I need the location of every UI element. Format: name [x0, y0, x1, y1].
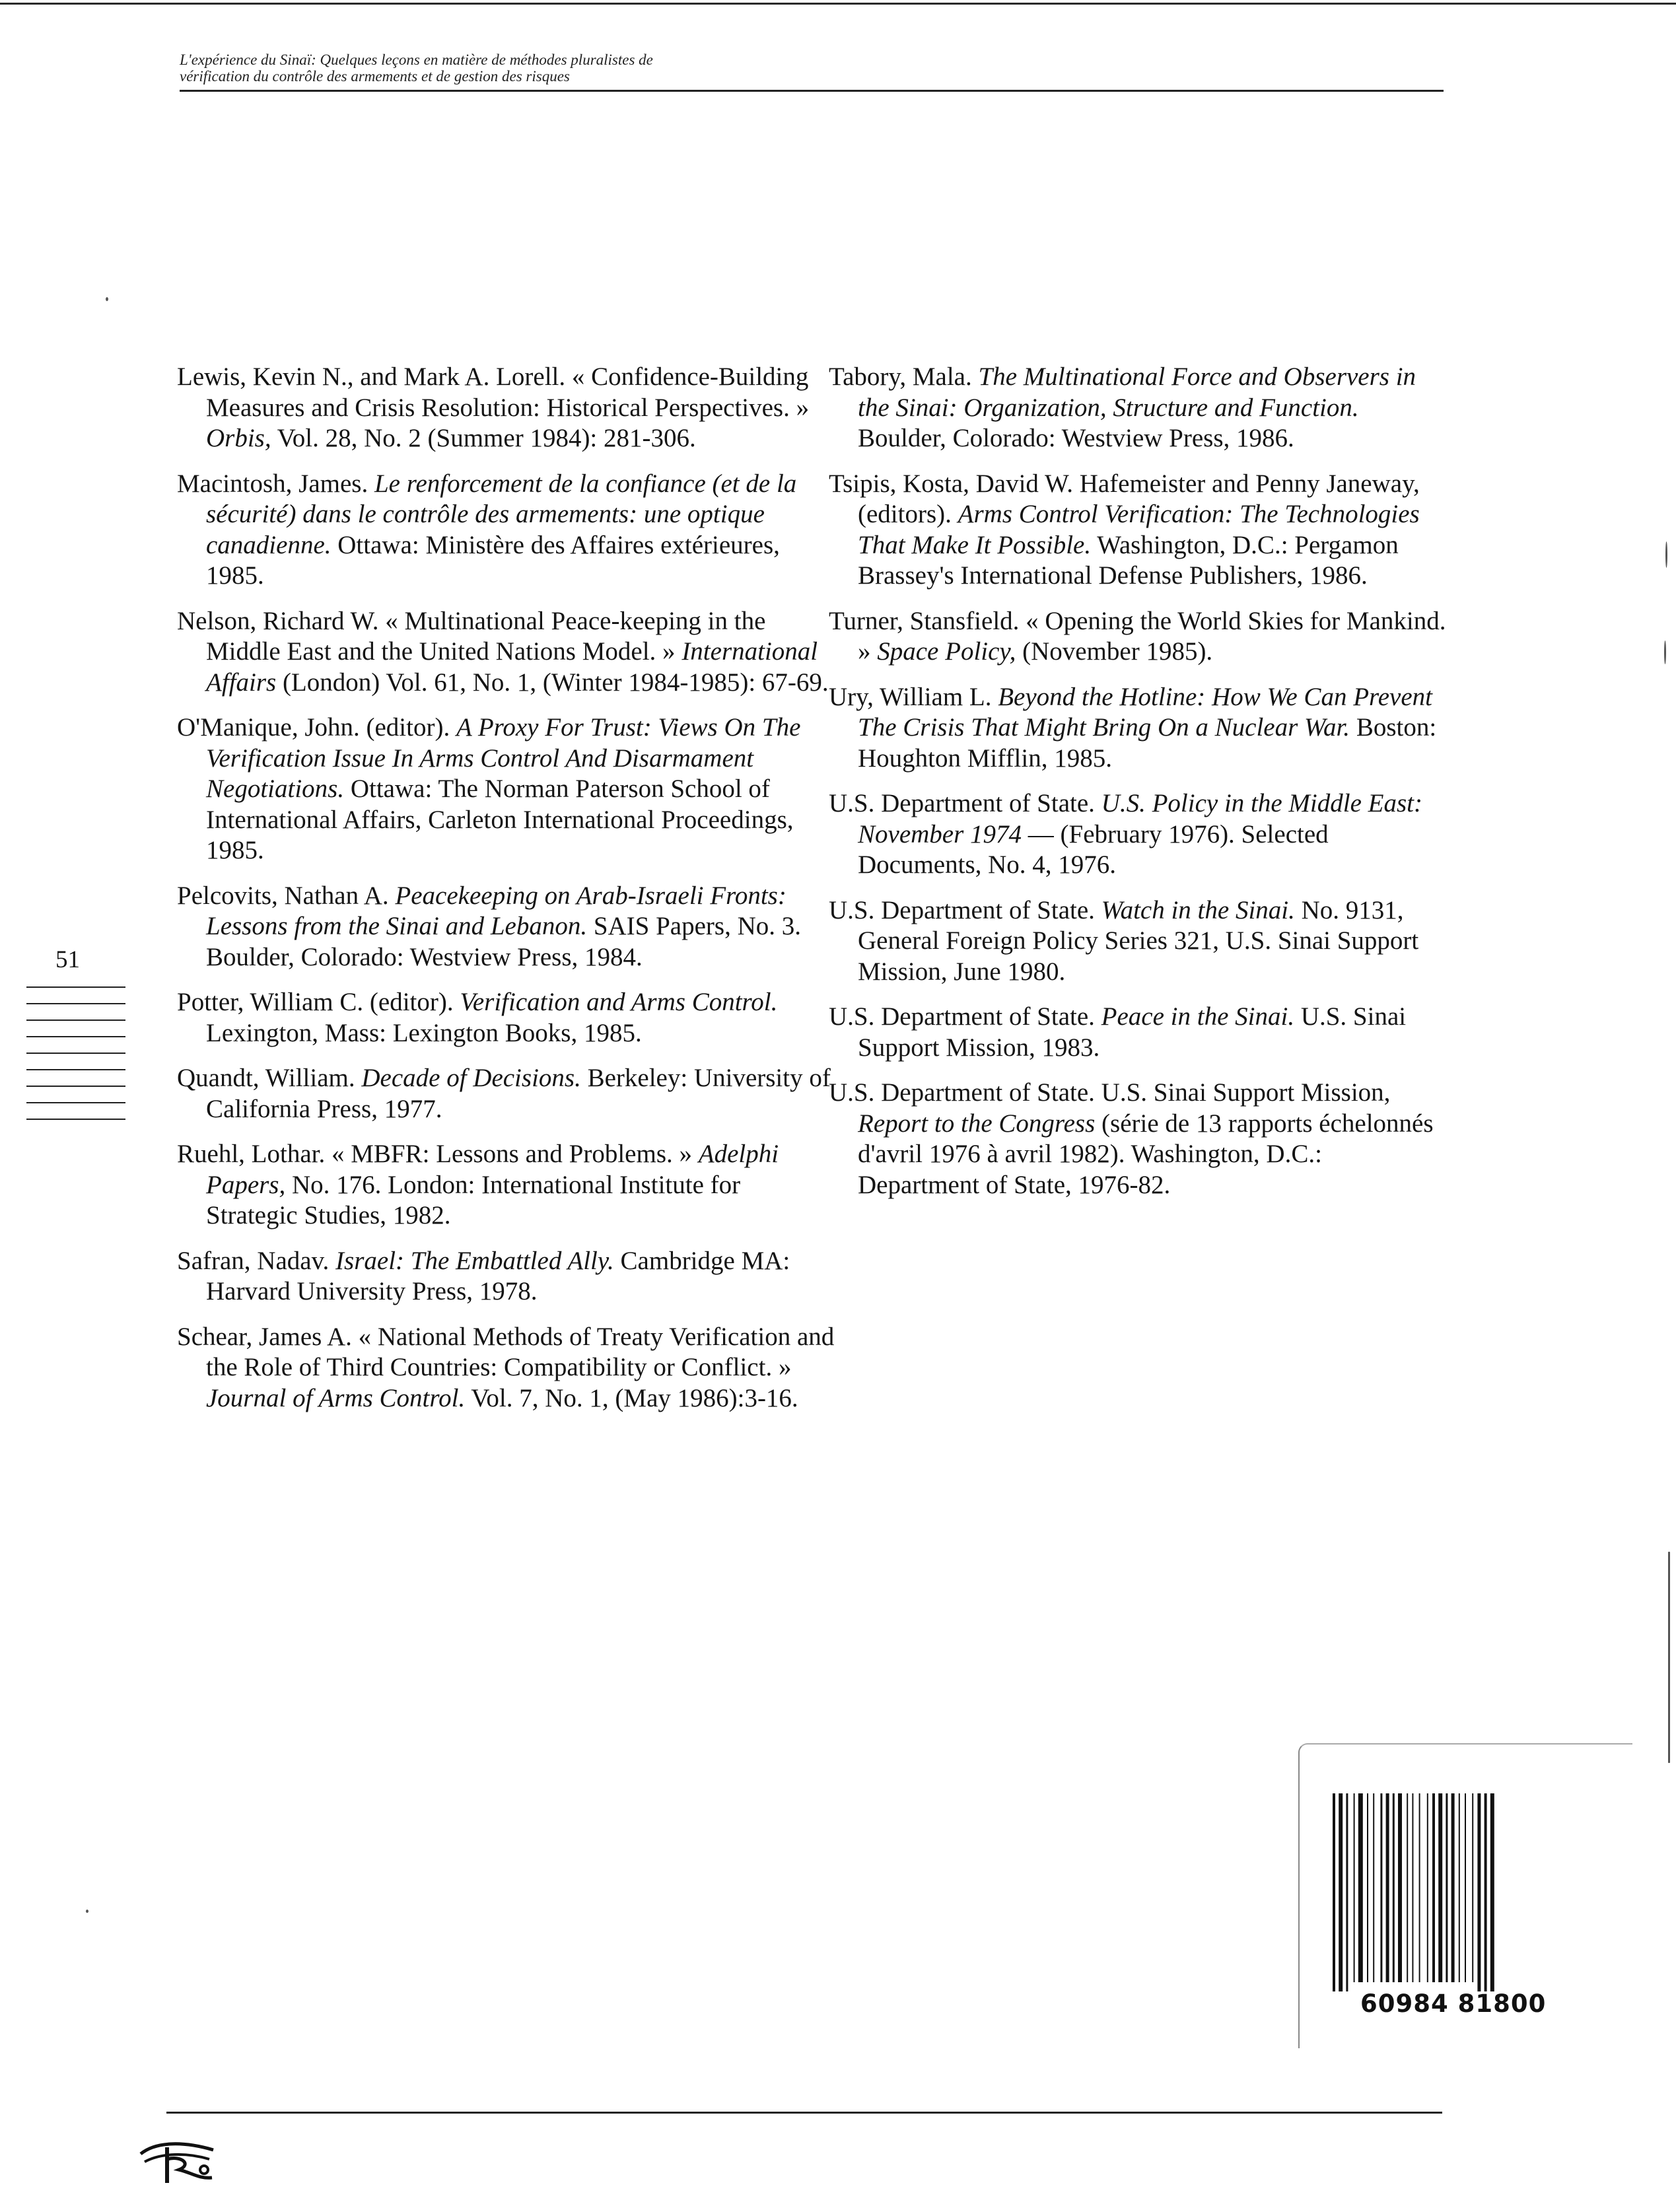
barcode-bar [1367, 1793, 1368, 1982]
reference-turner: Turner, Stansfield. « Opening the World Skies for Mankind. » Space Policy, (November 1985). [829, 606, 1446, 666]
barcode-bar [1393, 1793, 1395, 1982]
reference-macintosh: Macintosh, James. Le renforcement de la confiance (et de la sécurité) dans le contrôle des armements: une optique canadienne. Ottawa: Ministère des Affaires extérieures, 1985. [177, 469, 797, 590]
barcode-number: 60984 81800 [1360, 1989, 1547, 2018]
reference-schear: Schear, James A. « National Methods of Treaty Verification and the Role of Third Countries: Compatibility or Conflict. » Journal of Arms Control. Vol. 7, No. 1, (May 1986):3-16. [177, 1322, 835, 1412]
page-index-lines [26, 986, 125, 1135]
barcode-bar [1333, 1793, 1335, 1991]
running-header [180, 52, 1434, 85]
index-line [26, 1069, 125, 1070]
barcode-bar [1407, 1793, 1408, 1982]
barcode-bar [1354, 1793, 1355, 1982]
reference-usdos-peace: U.S. Department of State. Peace in the Sinai. U.S. Sinai Support Mission, 1983. [829, 1002, 1407, 1062]
barcode-bar [1472, 1793, 1473, 1982]
barcode-bar [1380, 1793, 1382, 1982]
reference-potter: Potter, William C. (editor). Verification and Arms Control. Lexington, Mass: Lexington Books, 1985. [177, 988, 778, 1047]
barcode-bar [1432, 1793, 1435, 1982]
index-line [26, 1119, 125, 1120]
barcode-bar [1484, 1793, 1487, 1991]
reference-usdos-watch: U.S. Department of State. Watch in the Sinai. No. 9131, General Foreign Policy Series 321, U.S. Sinai Support Mission, June 1980. [829, 895, 1419, 986]
barcode-bar [1459, 1793, 1460, 1982]
index-line [26, 1053, 125, 1054]
reference-usdos-policy: U.S. Department of State. U.S. Policy in the Middle East: November 1974 — (February 1976). Selected Documents, No. 4, 1976. [829, 789, 1422, 879]
reference-quandt: Quandt, William. Decade of Decisions. Berkeley: University of California Press, 1977. [177, 1064, 831, 1123]
references-right-column [829, 362, 1449, 1215]
barcode-bar [1419, 1793, 1420, 1982]
reference-lewis: Lewis, Kevin N., and Mark A. Lorell. « Confidence-Building Measures and Crisis Resolution: Historical Perspectives. » Orbis, Vol. 28, No. 2 (Summer 1984): 281-306. [177, 363, 810, 452]
barcode-bar [1490, 1793, 1494, 1991]
page-number: 51 [55, 946, 80, 973]
index-line [26, 1003, 125, 1004]
barcode-bar [1465, 1793, 1466, 1982]
barcode-bar [1346, 1793, 1348, 1991]
index-line [26, 1102, 125, 1103]
header-rule [180, 90, 1444, 92]
barcode-bar [1386, 1793, 1389, 1982]
scan-speck [106, 297, 108, 301]
scan-speck [1668, 1552, 1670, 1763]
reference-tsipis: Tsipis, Kosta, David W. Hafemeister and Penny Janeway, (editors). Arms Control Verification: The Technologies That Make It Possible. Washington, D.C.: Pergamon Brassey's International Defense Publishers, 1986. [829, 469, 1420, 590]
index-line [26, 1020, 125, 1021]
barcode-bar [1412, 1793, 1413, 1982]
index-line [26, 986, 125, 988]
barcode-bar [1339, 1793, 1343, 1991]
top-edge-rule [0, 3, 1676, 5]
references-left-column [177, 362, 837, 1428]
running-header-line-2: vérification du contrôle des armements et de gestion des risques [180, 68, 570, 85]
scan-speck [1665, 541, 1667, 568]
barcode-bar [1446, 1793, 1448, 1982]
reference-nelson: Nelson, Richard W. « Multinational Peace-keeping in the Middle East and the United Nations Model. » International Affairs (London) Vol. 61, No. 1, (Winter 1984-1985): 67-69. [177, 606, 829, 697]
barcode-bar [1373, 1793, 1374, 1982]
reference-ruehl: Ruehl, Lothar. « MBFR: Lessons and Problems. » Adelphi Papers, No. 176. London: International Institute for Strategic Studies, 1982. [177, 1140, 779, 1229]
reference-usdos-report: U.S. Department of State. U.S. Sinai Support Mission, Report to the Congress (série de 13 rapports échelonnés d'avril 1976 à avril 1982). Washington, D.C.: Department of State, 1976-82. [829, 1078, 1434, 1199]
running-header-line-1: L'expérience du Sinaï: Quelques leçons en matière de méthodes pluralistes de [180, 52, 653, 68]
barcode-bar [1427, 1793, 1428, 1982]
reference-tabory: Tabory, Mala. The Multinational Force and Observers in the Sinai: Organization, Structure and Function. Boulder, Colorado: Westview Press, 1986. [829, 363, 1416, 452]
reference-omanique: O'Manique, John. (editor). A Proxy For Trust: Views On The Verification Issue In Arms Control And Disarmament Negotiations. Ottawa: The Norman Paterson School of International Affairs, Carleton International Proceedings, 1985. [177, 713, 801, 864]
footer-rule [166, 2112, 1442, 2114]
barcode-bar [1477, 1793, 1481, 1991]
scan-speck [86, 1910, 88, 1913]
index-line [26, 1086, 125, 1087]
barcode-bar [1358, 1793, 1363, 1982]
barcode-bar [1451, 1793, 1455, 1982]
barcode-bar [1438, 1793, 1442, 1982]
barcode-bar [1398, 1793, 1402, 1982]
reference-pelcovits: Pelcovits, Nathan A. Peacekeeping on Arab-Israeli Fronts: Lessons from the Sinai and Lebanon. SAIS Papers, No. 3. Boulder, Colorado: Westview Press, 1984. [177, 881, 801, 971]
barcode-icon [1329, 1793, 1599, 1991]
scan-speck [1664, 640, 1666, 664]
publisher-logo-icon [135, 2135, 221, 2188]
index-line [26, 1036, 125, 1037]
reference-ury: Ury, William L. Beyond the Hotline: How We Can Prevent The Crisis That Might Bring On a Nuclear War. Boston: Houghton Mifflin, 1985. [829, 682, 1437, 773]
reference-safran: Safran, Nadav. Israel: The Embattled Ally. Cambridge MA: Harvard University Press, 1978. [177, 1246, 790, 1305]
